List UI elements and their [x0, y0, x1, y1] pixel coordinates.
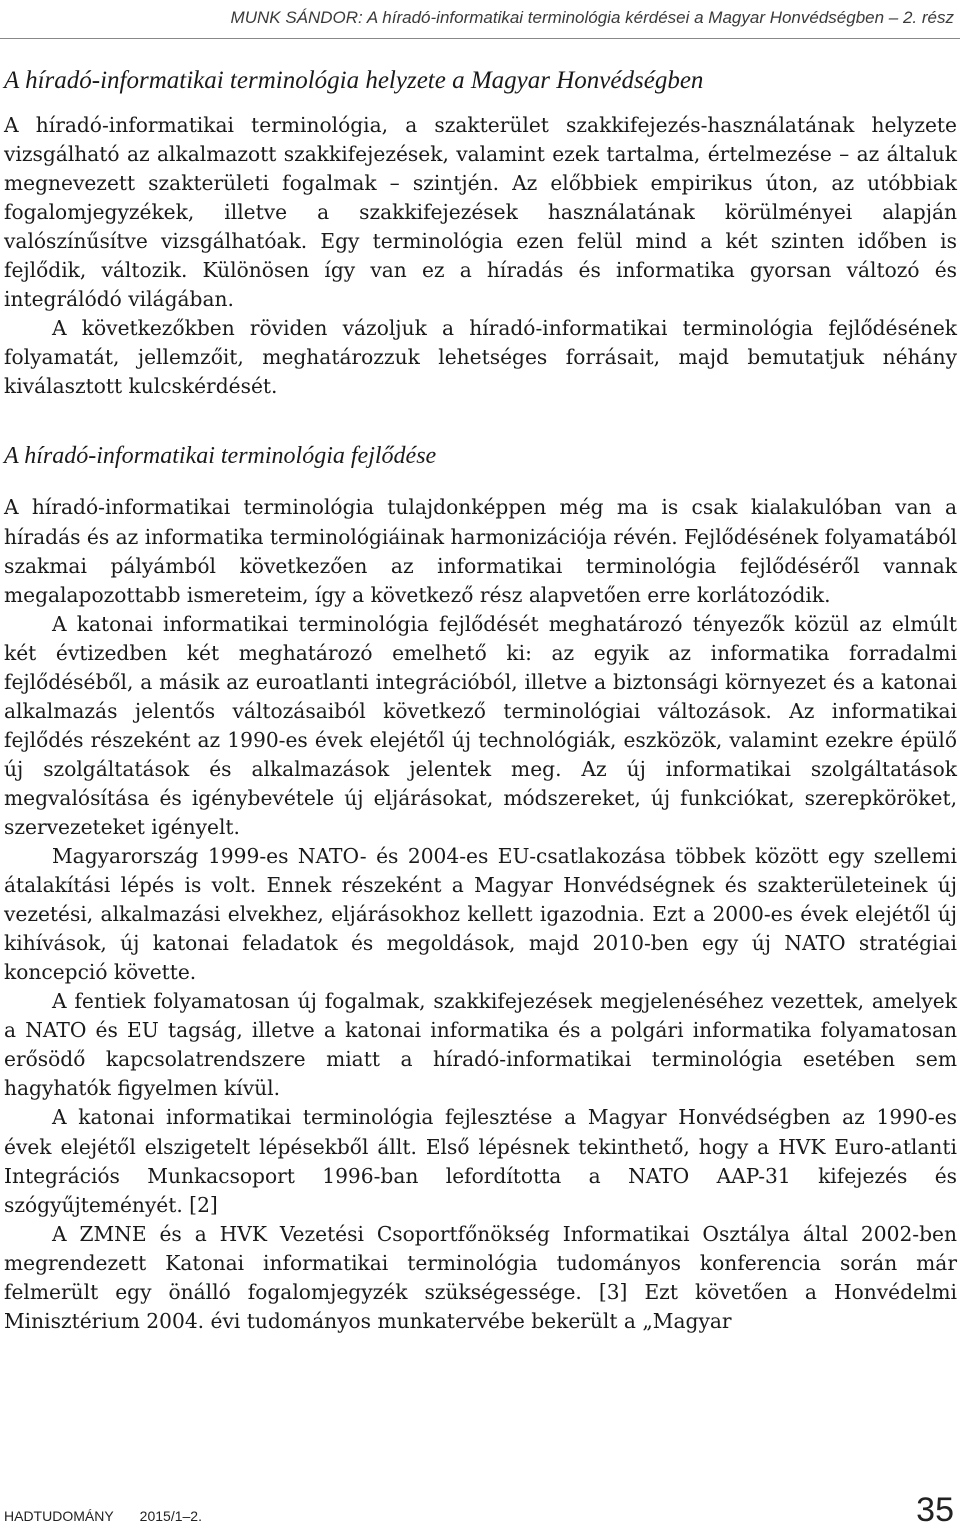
section-title-development: A híradó-informatikai terminológia fejlődése	[4, 443, 437, 470]
paragraph: A híradó-informatikai terminológia tulajdonképpen még ma is csak kialakulóban van a híradás és az informatika terminológiáinak harmonizációja révén. Fejlődésének folyamatából szakmai pályámból következően az informatikai terminológia fejlődéséről vannak megalapozottabb ismereteim, így a következő rész alapvetően erre korlátozódik.	[4, 495, 957, 607]
paragraph: A katonai informatikai terminológia fejlesztése a Magyar Honvédségben az 1990-es évek elejétől elszigetelt lépésekből állt. Első lépésnek tekinthető, hogy a HVK Euro-atlanti Integrációs Munkacsoport 1996-ban lefordította a NATO AAP-31 kifejezés és szógyűjteményét. [2]	[4, 1105, 957, 1217]
paragraph: A következőkben röviden vázoljuk a híradó-informatikai terminológia fejlődésének folyamatát, jellemzőit, meghatározzuk lehetséges forrásait, majd bemutatjuk néhány kiválasztott kulcskérdését.	[4, 316, 957, 399]
page-number: 35	[916, 1491, 954, 1529]
paragraph: Magyarország 1999-es NATO- és 2004-es EU-csatlakozása többek között egy szellemi átalakítási lépés is volt. Ennek részeként a Magyar Honvédségnek és szakterületeinek új vezetési, alkalmazási elvekhez, eljárásokhoz kellett igazodnia. Ezt a 2000-es évek elejétől új kihívások, új katonai feladatok és megoldások, majd 2010-ben egy új NATO stratégiai koncepció követte.	[4, 844, 957, 985]
journal-name: HADTUDOMÁNY	[4, 1508, 114, 1524]
header-divider	[0, 38, 960, 39]
paragraph: A fentiek folyamatosan új fogalmak, szakkifejezések megjelenéséhez vezettek, amelyek a NATO és EU tagság, illetve a katonai informatika és a polgári informatika folyamatosan erősödő kapcsolatrendszere miatt a híradó-informatikai terminológia esetében sem hagyhatók figyelmen kívül.	[4, 989, 957, 1101]
article-body	[4, 66, 957, 1336]
journal-footer	[4, 1508, 202, 1524]
section-title-status: A híradó-informatikai terminológia helyzete a Magyar Honvédségben	[4, 67, 704, 94]
journal-issue: 2015/1–2.	[139, 1508, 202, 1524]
paragraph: A ZMNE és a HVK Vezetési Csoportfőnökség Informatikai Osztálya által 2002-ben megrendezett Katonai informatikai terminológia tudományos konferencia során már felmerült egy önálló fogalomjegyzék szükségessége. [3] Ezt követően a Honvédelmi Minisztérium 2004. évi tudományos munkatervébe bekerült a „Magyar	[4, 1221, 957, 1333]
running-header: MUNK SÁNDOR: A híradó-informatikai terminológia kérdései a Magyar Honvédségben – 2. rész	[230, 8, 954, 27]
paragraph: A híradó-informatikai terminológia, a szakterület szakkifejezés-használatának helyzete vizsgálható az alkalmazott szakkifejezések, valamint ezek tartalma, értelmezése – az általuk megnevezett szakterületi fogalmak – szintjén. Az előbbiek empirikus úton, az utóbbiak fogalomjegyzékek, illetve a szakkifejezések használatának körülményei alapján valószínűsítve vizsgálhatóak. Egy terminológia ezen felül mind a két szinten időben is fejlődik, változik. Különösen így van ez a híradás és informatika gyorsan változó és integrálódó világában.	[4, 113, 957, 312]
paragraph: A katonai informatikai terminológia fejlődését meghatározó tényezők közül az elmúlt két évtizedben két meghatározó emelhető ki: az egyik az informatika forradalmi fejlődéséből, a másik az euroatlanti integrációból, illetve a biztonsági környezet és a katonai alkalmazás jelentős változásaiból következő terminológiai változások. Az informatikai fejlődés részeként az 1990-es évek elejétől új technológiák, eszközök, valamint ezekre épülő új szolgáltatások és alkalmazások jelentek meg. Az új informatikai szolgáltatások megvalósítása és igénybevétele új eljárásokat, módszereket, új funkciókat, szerepköröket, szervezeteket igényelt.	[4, 611, 957, 839]
